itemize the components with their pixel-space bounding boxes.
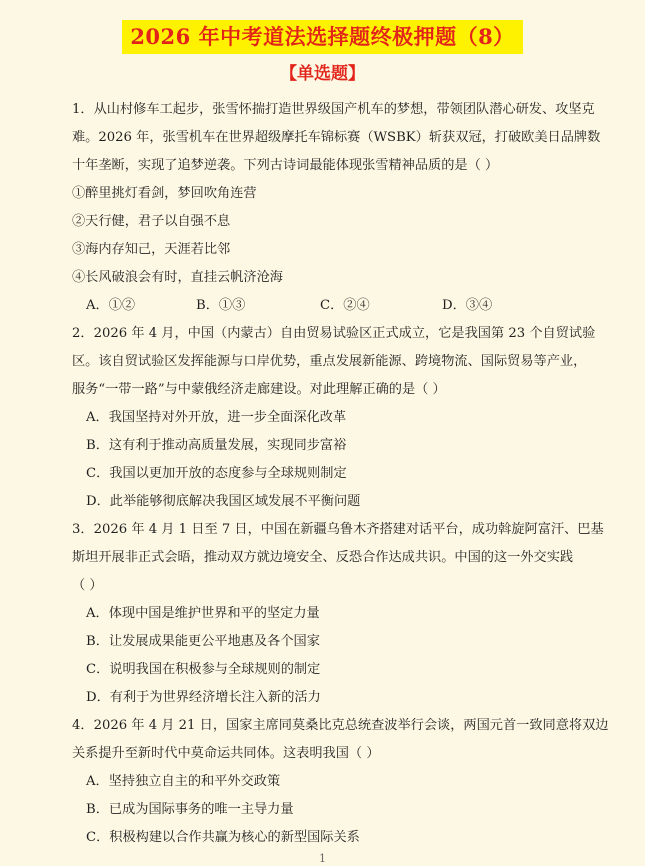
question-3-option-b[interactable]: B．让发展成果能更公平地惠及各个国家 — [86, 634, 320, 649]
question-1-stem-line-3: 十年垄断，实现了追梦逆袭。下列古诗词最能体现张雪精神品质的是（ ） — [72, 158, 499, 173]
question-1-statement-1: ①醉里挑灯看剑，梦回吹角连营 — [72, 186, 257, 201]
question-2-option-d[interactable]: D．此举能够彻底解决我国区域发展不平衡问题 — [86, 494, 361, 509]
question-list — [72, 96, 609, 852]
question-1 — [72, 96, 601, 320]
question-4-option-c[interactable]: C．积极构建以合作共赢为核心的新型国际关系 — [86, 830, 360, 845]
question-4 — [72, 712, 609, 852]
question-2-option-c[interactable]: C．我国以更加开放的态度参与全球规则制定 — [86, 466, 347, 481]
question-4-stem-line-2: 关系提升至新时代中莫命运共同体。这表明我国（ ） — [72, 746, 380, 761]
question-2-stem-line-2: 区。该自贸试验区发挥能源与口岸优势，重点发展新能源、跨境物流、国际贸易等产业， — [72, 354, 587, 369]
question-4-option-b[interactable]: B．已成为国际事务的唯一主导力量 — [86, 802, 294, 817]
question-1-choice-d[interactable]: D．③④ — [442, 298, 493, 313]
question-3-option-a[interactable]: A．体现中国是维护世界和平的坚定力量 — [86, 606, 320, 621]
question-3 — [72, 516, 604, 712]
question-1-statement-2: ②天行健，君子以自强不息 — [72, 214, 231, 229]
question-1-statement-3: ③海内存知己，天涯若比邻 — [72, 242, 231, 257]
question-4-stem-line-1: 4．2026 年 4 月 21 日，国家主席同莫桑比克总统查波举行会谈，两国元首一致同意将双边 — [72, 718, 609, 733]
question-2-option-a[interactable]: A．我国坚持对外开放，进一步全面深化改革 — [86, 410, 347, 425]
question-1-stem-line-2: 难。2026 年，张雪机车在世界超级摩托车锦标赛（WSBK）斩获双冠，打破欧美日品牌数 — [72, 130, 601, 145]
question-1-choice-b[interactable]: B．①③ — [196, 298, 246, 313]
question-2 — [72, 320, 596, 516]
question-1-choice-a[interactable]: A．①② — [86, 298, 136, 313]
question-3-option-d[interactable]: D．有利于为世界经济增长注入新的活力 — [86, 690, 321, 705]
question-2-stem-line-3: 服务“一带一路”与中蒙俄经济走廊建设。对此理解正确的是（ ） — [72, 382, 446, 397]
question-3-stem-line-1: 3．2026 年 4 月 1 日至 7 日，中国在新疆乌鲁木齐搭建对话平台，成功斡旋阿富汗、巴基 — [72, 522, 604, 537]
question-1-statement-4: ④长风破浪会有时，直挂云帆济沧海 — [72, 270, 283, 285]
section-heading: 【单选题】 — [280, 64, 365, 84]
question-1-choices — [72, 292, 592, 320]
question-2-stem-line-1: 2．2026 年 4 月，中国（内蒙古）自由贸易试验区正式成立，它是我国第 23 个自贸试验 — [72, 326, 596, 341]
page-title: 2026 年中考道法选择题终极押题（8） — [122, 20, 522, 54]
question-3-stem-line-3: （ ） — [72, 578, 103, 593]
question-3-option-c[interactable]: C．说明我国在积极参与全球规则的制定 — [86, 662, 321, 677]
question-1-choice-c[interactable]: C．②④ — [320, 298, 370, 313]
question-1-stem-line-1: 1．从山村修车工起步，张雪怀揣打造世界级国产机车的梦想，带领团队潜心研发、攻坚克 — [72, 102, 595, 117]
page-number: 1 — [319, 852, 326, 865]
title-bar — [0, 20, 645, 54]
question-3-stem-line-2: 斯坦开展非正式会晤，推动双方就边境安全、反恐合作达成共识。中国的这一外交实践 — [72, 550, 574, 565]
question-2-option-b[interactable]: B．这有利于推动高质量发展，实现同步富裕 — [86, 438, 347, 453]
question-4-option-a[interactable]: A．坚持独立自主的和平外交政策 — [86, 774, 281, 789]
